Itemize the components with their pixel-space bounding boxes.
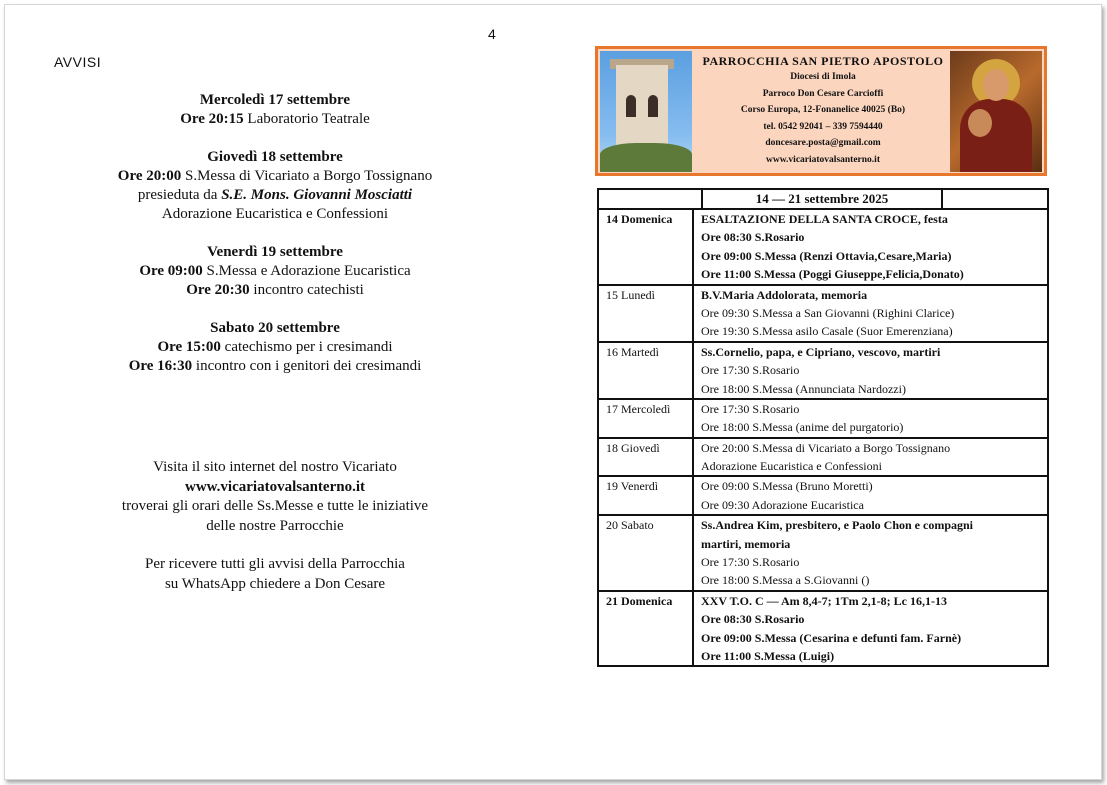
avviso-line bbox=[54, 110, 496, 129]
avviso-line: Adorazione Eucaristica e Confessioni bbox=[161, 206, 389, 222]
schedule-entry: martiri, memoria bbox=[701, 536, 791, 551]
website-line: delle nostre Parrocchie bbox=[206, 517, 344, 534]
schedule-entry: Ore 17:30 S.Rosario bbox=[701, 363, 800, 378]
diocese: Diocesi di Imola bbox=[790, 72, 856, 82]
avviso-text: S.Messa e Adorazione Eucaristica bbox=[202, 263, 411, 279]
schedule-day: 19 Venerdì bbox=[598, 476, 693, 515]
schedule-entry: Ss.Cornelio, papa, e Cipriano, vescovo, martiri bbox=[701, 344, 941, 359]
schedule-entries bbox=[693, 591, 1048, 667]
avviso-text: incontro catechisti bbox=[249, 282, 364, 298]
avviso-text: catechismo per i cresimandi bbox=[220, 339, 393, 355]
avviso-day: Giovedì 18 settembre bbox=[207, 149, 343, 165]
schedule-row bbox=[598, 209, 1048, 285]
avviso-line bbox=[54, 167, 496, 186]
priest-name: Parroco Don Cesare Carcioffi bbox=[762, 88, 884, 99]
avviso-line bbox=[54, 357, 496, 376]
avviso-text: S.Messa di Vicariato a Borgo Tossignano bbox=[181, 168, 433, 184]
avviso-line bbox=[54, 338, 496, 357]
bishop-name: S.E. Mons. Giovanni Mosciatti bbox=[221, 187, 413, 203]
avviso-time: Ore 16:30 bbox=[128, 358, 193, 374]
avviso-time: Ore 15:00 bbox=[157, 339, 221, 355]
schedule-entry: Ore 09:00 S.Messa (Cesarina e defunti fam. Farnè) bbox=[701, 630, 962, 645]
avviso-text: Laboratorio Teatrale bbox=[243, 111, 370, 127]
parish-address: Corso Europa, 12-Fonanelice 40025 (Bo) bbox=[740, 105, 906, 115]
schedule-entries bbox=[693, 342, 1048, 399]
schedule-entry: Ore 09:00 S.Messa (Bruno Moretti) bbox=[701, 479, 873, 494]
schedule-entry: Ore 08:30 S.Rosario bbox=[701, 230, 805, 245]
schedule-day: 14 Domenica bbox=[598, 209, 693, 285]
parish-email-link[interactable]: doncesare.posta@gmail.com bbox=[765, 138, 881, 148]
schedule-entries bbox=[693, 399, 1048, 438]
schedule-row bbox=[598, 515, 1048, 591]
schedule-entry: Ore 17:30 S.Rosario bbox=[701, 401, 800, 416]
avviso-saturday bbox=[54, 319, 496, 376]
bell-tower-image bbox=[600, 51, 692, 172]
website-line: Visita il sito internet del nostro Vicariato bbox=[153, 459, 397, 475]
schedule-entry: Ore 11:00 S.Messa (Luigi) bbox=[701, 648, 835, 663]
schedule-day: 17 Mercoledì bbox=[598, 399, 693, 438]
avviso-time: Ore 20:30 bbox=[186, 282, 250, 298]
avviso-time: Ore 09:00 bbox=[139, 263, 203, 279]
parish-header bbox=[595, 46, 1047, 176]
schedule-entry: Ore 11:00 S.Messa (Poggi Giuseppe,Felicia,Donato) bbox=[701, 267, 964, 282]
schedule-entry: Ss.Andrea Kim, presbitero, e Paolo Chon e compagni bbox=[701, 518, 974, 533]
schedule-entry: Adorazione Eucaristica e Confessioni bbox=[701, 459, 882, 474]
schedule-entry: Ore 18:00 S.Messa (anime del purgatorio) bbox=[701, 420, 904, 435]
avviso-line bbox=[54, 262, 496, 281]
avviso-wednesday bbox=[54, 91, 496, 129]
schedule-row bbox=[598, 342, 1048, 399]
avviso-line bbox=[54, 186, 496, 205]
schedule-entries bbox=[693, 285, 1048, 342]
schedule-day: 20 Sabato bbox=[598, 515, 693, 591]
schedule-entry: Ore 17:30 S.Rosario bbox=[701, 555, 800, 570]
schedule-entry: Ore 09:30 S.Messa a San Giovanni (Righini Clarice) bbox=[701, 305, 955, 320]
schedule-row bbox=[598, 438, 1048, 477]
avviso-time: Ore 20:15 bbox=[180, 111, 244, 127]
schedule-header-row bbox=[598, 189, 1048, 209]
schedule-entry: Ore 18:00 S.Messa (Annunciata Nardozzi) bbox=[701, 381, 906, 396]
schedule-period: 14 — 21 settembre 2025 bbox=[703, 190, 943, 208]
whatsapp-notice bbox=[54, 555, 496, 594]
avviso-time: Ore 20:00 bbox=[117, 168, 182, 184]
schedule-entries bbox=[693, 209, 1048, 285]
schedule-entry: Ore 08:30 S.Rosario bbox=[701, 612, 805, 627]
website-url-link[interactable]: www.vicariatovalsanterno.it bbox=[185, 478, 365, 495]
schedule-entry: Ore 20:00 S.Messa di Vicariato a Borgo Tossignano bbox=[701, 440, 951, 455]
weekly-schedule-table bbox=[597, 188, 1049, 667]
avviso-day: Mercoledì 17 settembre bbox=[199, 92, 351, 108]
avviso-day: Venerdì 19 settembre bbox=[207, 244, 343, 260]
schedule-row bbox=[598, 476, 1048, 515]
parish-phone: tel. 0542 92041 – 339 7594440 bbox=[763, 121, 883, 132]
schedule-day: 18 Giovedì bbox=[598, 438, 693, 477]
avviso-thursday bbox=[54, 148, 496, 224]
schedule-entries bbox=[693, 515, 1048, 591]
schedule-row bbox=[598, 285, 1048, 342]
schedule-entry: ESALTAZIONE DELLA SANTA CROCE, festa bbox=[701, 212, 948, 226]
page-number: 4 bbox=[488, 26, 496, 42]
avviso-line bbox=[54, 281, 496, 300]
madonna-icon-image bbox=[950, 51, 1042, 172]
whatsapp-line: su WhatsApp chiedere a Don Cesare bbox=[164, 575, 386, 592]
avviso-day: Sabato 20 settembre bbox=[210, 320, 340, 336]
avviso-friday bbox=[54, 243, 496, 300]
website-notice bbox=[54, 458, 496, 536]
schedule-entries bbox=[693, 476, 1048, 515]
avvisi-title: AVVISI bbox=[54, 54, 102, 70]
schedule-entry: Ore 18:00 S.Messa a S.Giovanni () bbox=[701, 573, 870, 588]
schedule-row bbox=[598, 399, 1048, 438]
schedule-entry: Ore 19:30 S.Messa asilo Casale (Suor Emerenziana) bbox=[701, 324, 953, 339]
avviso-text: incontro con i genitori dei cresimandi bbox=[192, 358, 422, 374]
schedule-entry: XXV T.O. C — Am 8,4-7; 1Tm 2,1-8; Lc 16,1-13 bbox=[701, 593, 947, 608]
schedule-day: 15 Lunedì bbox=[598, 285, 693, 342]
schedule-day: 16 Martedì bbox=[598, 342, 693, 399]
parish-info bbox=[694, 53, 952, 168]
avvisi-list bbox=[54, 91, 496, 395]
website-line: troverai gli orari delle Ss.Messe e tutte le iniziative bbox=[121, 498, 429, 514]
parish-title: PARROCCHIA SAN PIETRO APOSTOLO bbox=[702, 54, 944, 68]
schedule-entries bbox=[693, 438, 1048, 477]
whatsapp-line: Per ricevere tutti gli avvisi della Parrocchia bbox=[145, 556, 405, 572]
schedule-entry: Ore 09:30 Adorazione Eucaristica bbox=[701, 497, 864, 512]
schedule-entry: B.V.Maria Addolorata, memoria bbox=[701, 287, 868, 302]
avviso-text: presieduta da bbox=[137, 187, 222, 203]
schedule-day: 21 Domenica bbox=[598, 591, 693, 667]
parish-website-link[interactable]: www.vicariatovalsanterno.it bbox=[766, 154, 880, 165]
schedule-entry: Ore 09:00 S.Messa (Renzi Ottavia,Cesare,Maria) bbox=[701, 248, 952, 263]
schedule-row bbox=[598, 591, 1048, 667]
